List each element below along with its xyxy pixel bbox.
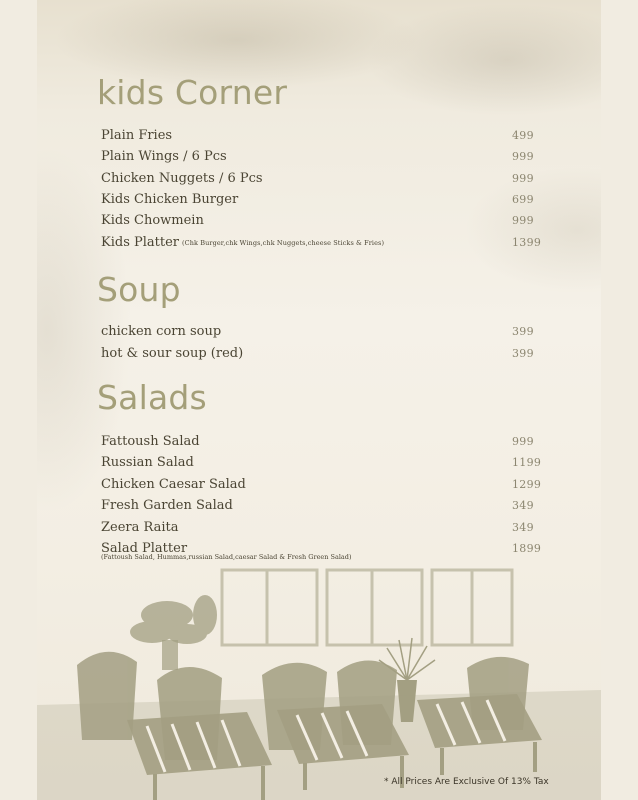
item-price: 999 [512,435,534,448]
item-name: Chicken Nuggets / 6 Pcs [101,171,263,186]
item-name: Plain Wings / 6 Pcs [101,149,227,164]
item-price: 999 [512,214,534,227]
menu-item [101,147,537,167]
section-title-soup: Soup [97,270,181,309]
section-title-kids-corner: kids Corner [97,73,288,112]
item-name: Kids Chicken Burger [101,192,239,207]
item-description: (Chk Burger,chk Wings,chk Nuggets,cheese Sticks & Fries) [182,239,385,247]
item-name: Fresh Garden Salad [101,498,233,513]
item-price: 1899 [512,542,542,555]
item-name-text: Kids Platter [101,235,180,250]
item-name: Plain Fries [101,128,173,143]
item-price: 1299 [512,478,542,491]
item-price: 999 [512,172,534,185]
item-price: 699 [512,193,534,206]
item-price: 349 [512,499,534,512]
menu-item [101,453,542,473]
item-price: 1399 [512,236,542,249]
item-name: Salad Platter [101,541,188,556]
item-name: Zeera Raita [101,520,179,535]
menu-item [101,233,542,253]
menu-item [101,211,537,231]
tax-footnote: * All Prices Are Exclusive Of 13% Tax [384,777,549,787]
item-price: 1199 [512,456,542,469]
item-name: Kids Chowmein [101,213,204,228]
item-name: Chicken Caesar Salad [101,477,246,492]
menu-page [37,0,601,800]
menu-item [101,344,537,364]
item-name: Russian Salad [101,455,194,470]
item-name: chicken corn soup [101,324,222,339]
menu-item [101,518,537,538]
item-name [101,233,384,253]
menu-item [101,169,537,189]
menu-item [101,432,537,452]
item-price: 499 [512,129,534,142]
item-name: Fattoush Salad [101,434,200,449]
restaurant-illustration [37,560,601,800]
item-price: 399 [512,347,534,360]
menu-item [101,539,542,561]
menu-item [101,475,542,495]
item-price: 349 [512,521,534,534]
menu-item [101,126,537,146]
menu-item [101,496,537,516]
menu-item [101,190,537,210]
item-price: 399 [512,325,534,338]
menu-item [101,322,537,342]
item-price: 999 [512,150,534,163]
section-title-salads: Salads [97,378,207,417]
item-description: (Fattoush Salad, Hummas,russian Salad,caesar Salad & Fresh Green Salad) [101,553,352,561]
item-name: hot & sour soup (red) [101,346,244,361]
